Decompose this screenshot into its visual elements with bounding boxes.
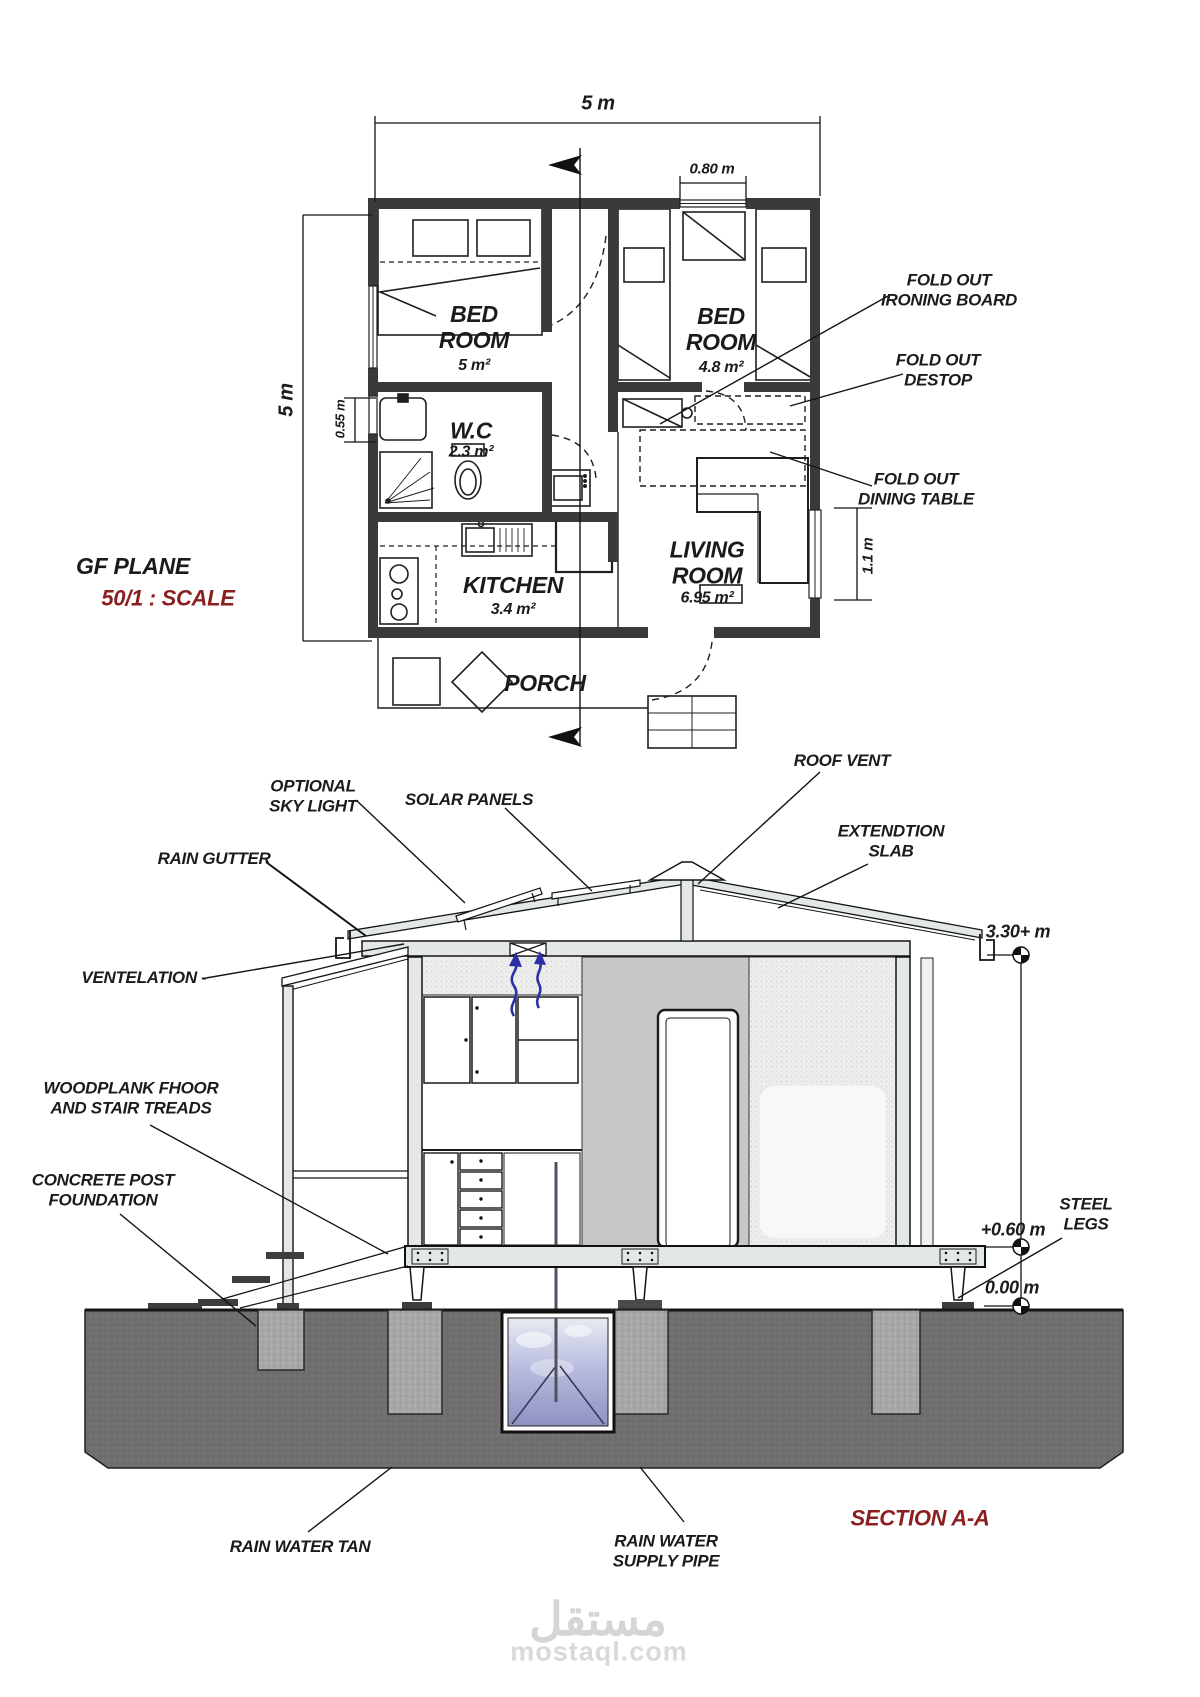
label-roof-vent: ROOF VENT xyxy=(793,751,891,771)
dim-wc-basin: 0.55 m xyxy=(332,399,348,439)
label-concrete-line1: CONCRETE POST xyxy=(31,1170,175,1190)
label-ventilation: VENTELATION - xyxy=(81,968,207,988)
label-skylight-line2: SKY LIGHT xyxy=(269,796,357,815)
elevation-floor: +0.60 m xyxy=(980,1219,1046,1240)
room-bedroom1-area: 5 m² xyxy=(458,356,490,374)
label-skylight-line1: OPTIONAL xyxy=(270,776,356,796)
callout-desktop xyxy=(896,350,980,389)
plan-scale: 50/1 : SCALE xyxy=(101,585,235,611)
plan-dimensions xyxy=(303,116,872,641)
label-concrete-foundation xyxy=(32,1170,175,1209)
dim-living-window: 1.1 m xyxy=(859,537,877,575)
watermark-domain: mostaql.com xyxy=(510,1636,688,1667)
room-bedroom1-label xyxy=(439,301,509,375)
label-steel-legs xyxy=(1059,1194,1112,1233)
room-wc-label xyxy=(449,418,493,463)
label-extension-slab xyxy=(838,821,945,860)
watermark-logo: مستقل xyxy=(529,1593,667,1645)
room-living-line2: ROOM xyxy=(671,562,743,589)
dim-bedroom2-window: 0.80 m xyxy=(689,160,735,178)
callout-dining-line1: FOLD OUT xyxy=(873,469,959,489)
room-bedroom2-line2: ROOM xyxy=(685,329,757,356)
elevation-roof: 3.30+ m xyxy=(985,921,1051,942)
dim-overall-width: 5 m xyxy=(581,92,615,115)
room-living-area: 6.95 m² xyxy=(680,589,734,607)
label-supply-line2: SUPPLY PIPE xyxy=(612,1551,720,1570)
label-woodplank-line2: AND STAIR TREADS xyxy=(50,1098,212,1117)
dim-overall-depth: 5 m xyxy=(275,383,298,417)
label-rain-gutter: RAIN GUTTER xyxy=(157,849,271,869)
room-bedroom1-line1: BED xyxy=(450,300,498,327)
section-elevation-dim xyxy=(984,947,1029,1314)
callout-dining-line2: DINING TABLE xyxy=(857,489,975,508)
elevation-ground: 0.00 m xyxy=(984,1277,1040,1298)
room-bedroom1-line2: ROOM xyxy=(438,327,510,354)
label-supply-line1: RAIN WATER xyxy=(614,1531,718,1551)
room-wc-area: 2.3 m² xyxy=(448,444,494,462)
label-woodplank-floor xyxy=(44,1078,219,1117)
room-kitchen-area: 3.4 m² xyxy=(490,601,536,619)
callout-ironing-line2: IRONING BOARD xyxy=(881,290,1017,309)
room-bedroom2-line1: BED xyxy=(697,302,745,329)
label-rain-water-tank: RAIN WATER TAN xyxy=(229,1537,371,1557)
label-rain-water-supply xyxy=(613,1531,720,1570)
callout-dining-table xyxy=(858,469,974,508)
callout-desktop-line1: FOLD OUT xyxy=(895,350,981,370)
label-steel-legs-line2: LEGS xyxy=(1063,1214,1109,1233)
section-ground xyxy=(85,1310,1123,1468)
label-woodplank-line1: WOODPLANK FHOOR xyxy=(43,1078,219,1098)
label-extension-line2: SLAB xyxy=(868,841,914,860)
label-concrete-line2: FOUNDATION xyxy=(48,1190,158,1209)
label-steel-legs-line1: STEEL xyxy=(1059,1194,1113,1214)
room-kitchen-name: KITCHEN xyxy=(462,572,564,599)
label-extension-line1: EXTENDTION xyxy=(837,821,945,841)
room-wc-name: W.C xyxy=(449,417,493,444)
room-living-label xyxy=(670,536,745,607)
plan-title: GF PLANE xyxy=(76,552,190,579)
room-living-line1: LIVING xyxy=(669,536,745,563)
room-kitchen-label xyxy=(463,572,563,620)
callout-desktop-line2: DESTOP xyxy=(904,370,972,389)
room-bedroom2-label xyxy=(686,303,756,377)
section-title: SECTION A-A xyxy=(850,1505,990,1531)
room-porch-label: PORCH xyxy=(504,669,586,696)
label-solar-panels: SOLAR PANELS xyxy=(404,790,534,810)
plan-furniture xyxy=(378,208,812,748)
section-cut-line xyxy=(548,148,582,747)
room-bedroom2-area: 4.8 m² xyxy=(698,358,744,376)
callout-ironing-line1: FOLD OUT xyxy=(906,270,992,290)
callout-ironing-board xyxy=(881,270,1017,309)
label-optional-skylight xyxy=(269,776,357,815)
